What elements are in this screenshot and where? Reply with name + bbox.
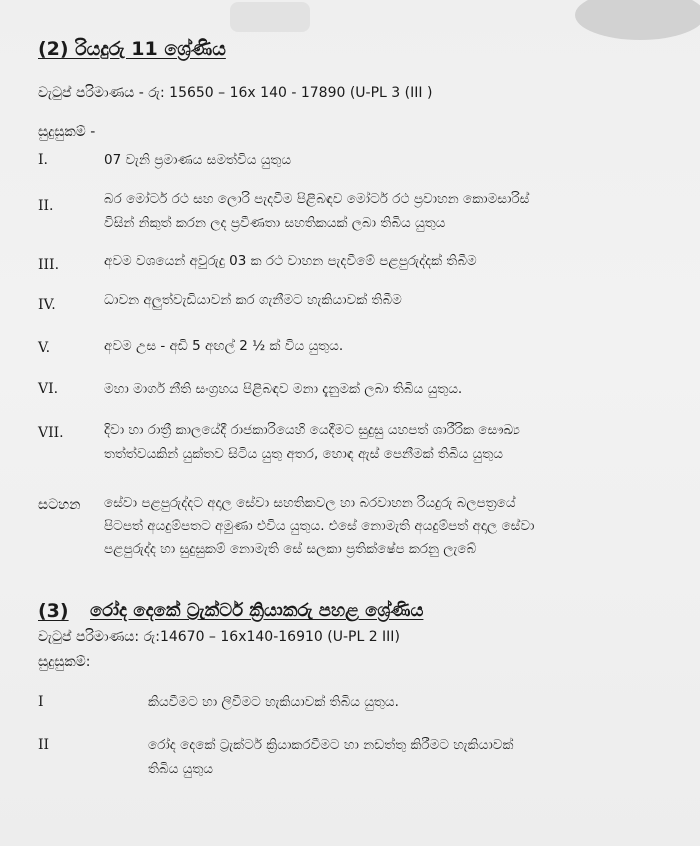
- note-text: පිටපත් අයදුම්පතට අමුණා එවිය යුතුය. එසේ නොමැති අයදුම්පත් අදාල සේවා: [104, 518, 535, 534]
- section-3-salary-scale: වැටුප් පරිමාණය: රු:14670 – 16x140-16910 (U-PL 2 III): [38, 629, 400, 645]
- section-2-qualifications-label: සුදුසුකම් -: [38, 124, 96, 140]
- item-text: දිවා හා රාත්‍රී කාලයේදී රාජකාරියෙහි යෙදීමට සුදුසු යහපත් ශාරීරික සෞඛ්‍ය: [104, 422, 520, 438]
- item-text: තත්ත්වයකින් යුක්තව සිටිය යුතු අතර, හොඳ ඇස් පෙනීමක් තිබිය යුතුය: [104, 446, 503, 462]
- item-text: විසින් නිකුත් කරන ලද ප්‍රවීණතා සහතිකයක් ලබා තිබිය යුතුය: [104, 215, 446, 231]
- item-number: IV.: [38, 297, 56, 313]
- item-text: 07 වැනි ප්‍රමාණය සමත්විය යුතුය: [104, 152, 292, 168]
- scan-shadow: [575, 0, 700, 40]
- note-text: පළපුරුද්ද හා සුදුසුකම් නොමැති සේ සලකා ප්‍රතික්ෂේප කරනු ලැබේ: [104, 541, 477, 557]
- section-3-number: (3): [38, 600, 69, 622]
- section-3-qualifications-label: සුදුසුකම්:: [38, 654, 91, 670]
- item-text: බර මෝටර් රථ සහ ලොරි පැදවීම පිළිබඳව මෝටර් රථ ප්‍රවාහන කොමසාරිස්: [104, 191, 530, 207]
- item-number: I: [38, 694, 44, 710]
- item-number: I.: [38, 152, 48, 168]
- section-2-salary-scale: වැටුප් පරිමාණය - රු: 15650 – 16x 140 - 17890 (U-PL 3 (III ): [38, 85, 433, 101]
- item-number: VI.: [38, 381, 59, 397]
- item-text: අවම වශයෙන් අවුරුදු 03 ක රථ වාහන පැදවීමේ පළපුරුද්දක් තිබීම: [104, 253, 477, 269]
- item-number: V.: [38, 340, 51, 356]
- item-number: III.: [38, 257, 60, 273]
- item-text: රෝද දෙකේ ට්‍රැක්ටර් ක්‍රියාකරවීමට හා නඩත්තු කිරීමට හැකියාවක්: [148, 737, 514, 753]
- item-number: VII.: [38, 425, 64, 441]
- item-text: තිබිය යුතුය: [148, 761, 213, 777]
- item-text: මහා මාර්ග නීති සංග්‍රහය පිළිබඳව මනා දැනුමක් ලබා තිබිය යුතුය.: [104, 381, 463, 397]
- item-text: ධාවන අලුත්වැඩියාවන් කර ගැනීමට හැකියාවක් තිබීම: [104, 292, 402, 308]
- item-number: II: [38, 737, 50, 753]
- item-number: II.: [38, 198, 54, 214]
- section-2-heading: (2) රියදුරු 11 ශ්‍රේණිය: [38, 38, 226, 60]
- item-text: කියවීමට හා ලිවීමට හැකියාවක් තිබිය යුතුය.: [148, 694, 399, 710]
- note-text: සේවා පළපුරුද්දට අදාල සේවා සහතිකවල හා බරවාහන රියදුරු බලපත්‍රයේ: [104, 495, 516, 511]
- section-3-heading: රෝද දෙකේ ට්‍රැක්ටර් ක්‍රියාකරු පහළ ශ්‍රේණිය: [90, 600, 424, 621]
- bleed-through-mark: [230, 2, 310, 32]
- item-text: අවම උස - අඩි 5 අඟල් 2 ½ ක් විය යුතුය.: [104, 338, 344, 354]
- note-label: සටහන: [38, 497, 81, 513]
